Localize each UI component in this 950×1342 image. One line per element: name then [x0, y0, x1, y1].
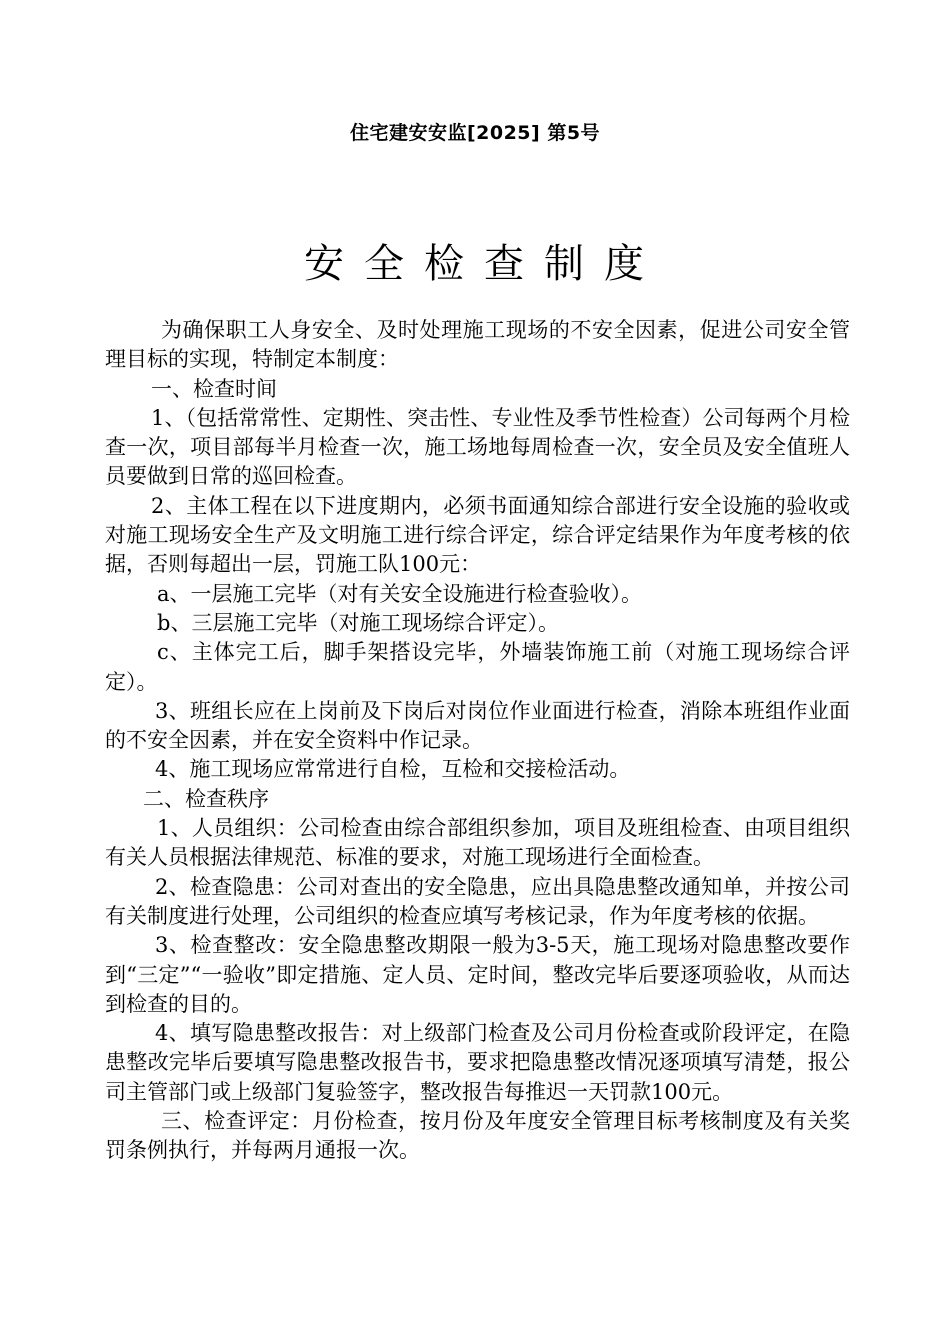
section-heading-inspection-evaluation: 三、检查评定：月份检查，按月份及年度安全管理目标考核制度及有关奖罚条例执行，并每两月通报一次。: [105, 1109, 850, 1163]
clause-2-2: 2、检查隐患：公司对查出的安全隐患，应出具隐患整改通知单，并按公司有关制度进行处理，公司组织的检查应填写考核记录，作为年度考核的依据。: [105, 874, 850, 928]
clause-2-1: 1、人员组织：公司检查由综合部组织参加，项目及班组检查、由项目组织有关人员根据法律规范、标准的要求，对施工现场进行全面检查。: [105, 816, 850, 870]
clause-1-2: 2、主体工程在以下进度期内，必须书面通知综合部进行安全设施的验收或对施工现场安全生产及文明施工进行综合评定，综合评定结果作为年度考核的依据，否则每超出一层，罚施工队100元：: [105, 493, 850, 577]
document-title: 安全检查制度: [304, 241, 664, 287]
clause-2-3: 3、检查整改：安全隐患整改期限一般为3-5天，施工现场对隐患整改要作到“三定”“一验收”即定措施、定人员、定时间，整改完毕后要逐项验收，从而达到检查的目的。: [105, 933, 850, 1016]
clause-1-2-b: b、三层施工完毕（对施工现场综合评定）。: [157, 610, 559, 635]
clause-1-2-a: a、一层施工完毕（对有关安全设施进行检查验收）。: [157, 581, 643, 606]
intro-paragraph: 为确保职工人身安全、及时处理施工现场的不安全因素，促进公司安全管理目标的实现，特制定本制度：: [105, 318, 850, 372]
clause-1-3: 3、班组长应在上岗前及下岗后对岗位作业面进行检查，消除本班组作业面的不安全因素，并在安全资料中作记录。: [105, 698, 850, 753]
section-heading-inspection-order: 二、检查秩序: [143, 786, 269, 811]
clause-1-4: 4、施工现场应常常进行自检，互检和交接检活动。: [155, 757, 631, 782]
document-body: [105, 316, 850, 1166]
clause-1-1: 1、（包括常常性、定期性、突击性、专业性及季节性检查）公司每两个月检查一次，项目部每半月检查一次，施工场地每周检查一次，安全员及安全值班人员要做到日常的巡回检查。: [105, 405, 850, 489]
clause-2-4: 4、填写隐患整改报告：对上级部门检查及公司月份检查或阶段评定，在隐患整改完毕后要填写隐患整改报告书，要求把隐患整改情况逐项填写清楚，报公司主管部门或上级部门复验签字，整改报告每推迟一天罚款100元。: [105, 1021, 850, 1104]
document-number: 住宅建安安监[2025] 第5号: [349, 122, 601, 144]
section-heading-inspection-time: 一、检查时间: [151, 376, 277, 401]
clause-1-2-c: c、主体完工后，脚手架搭设完毕，外墙装饰施工前（对施工现场综合评定）。: [105, 640, 850, 694]
